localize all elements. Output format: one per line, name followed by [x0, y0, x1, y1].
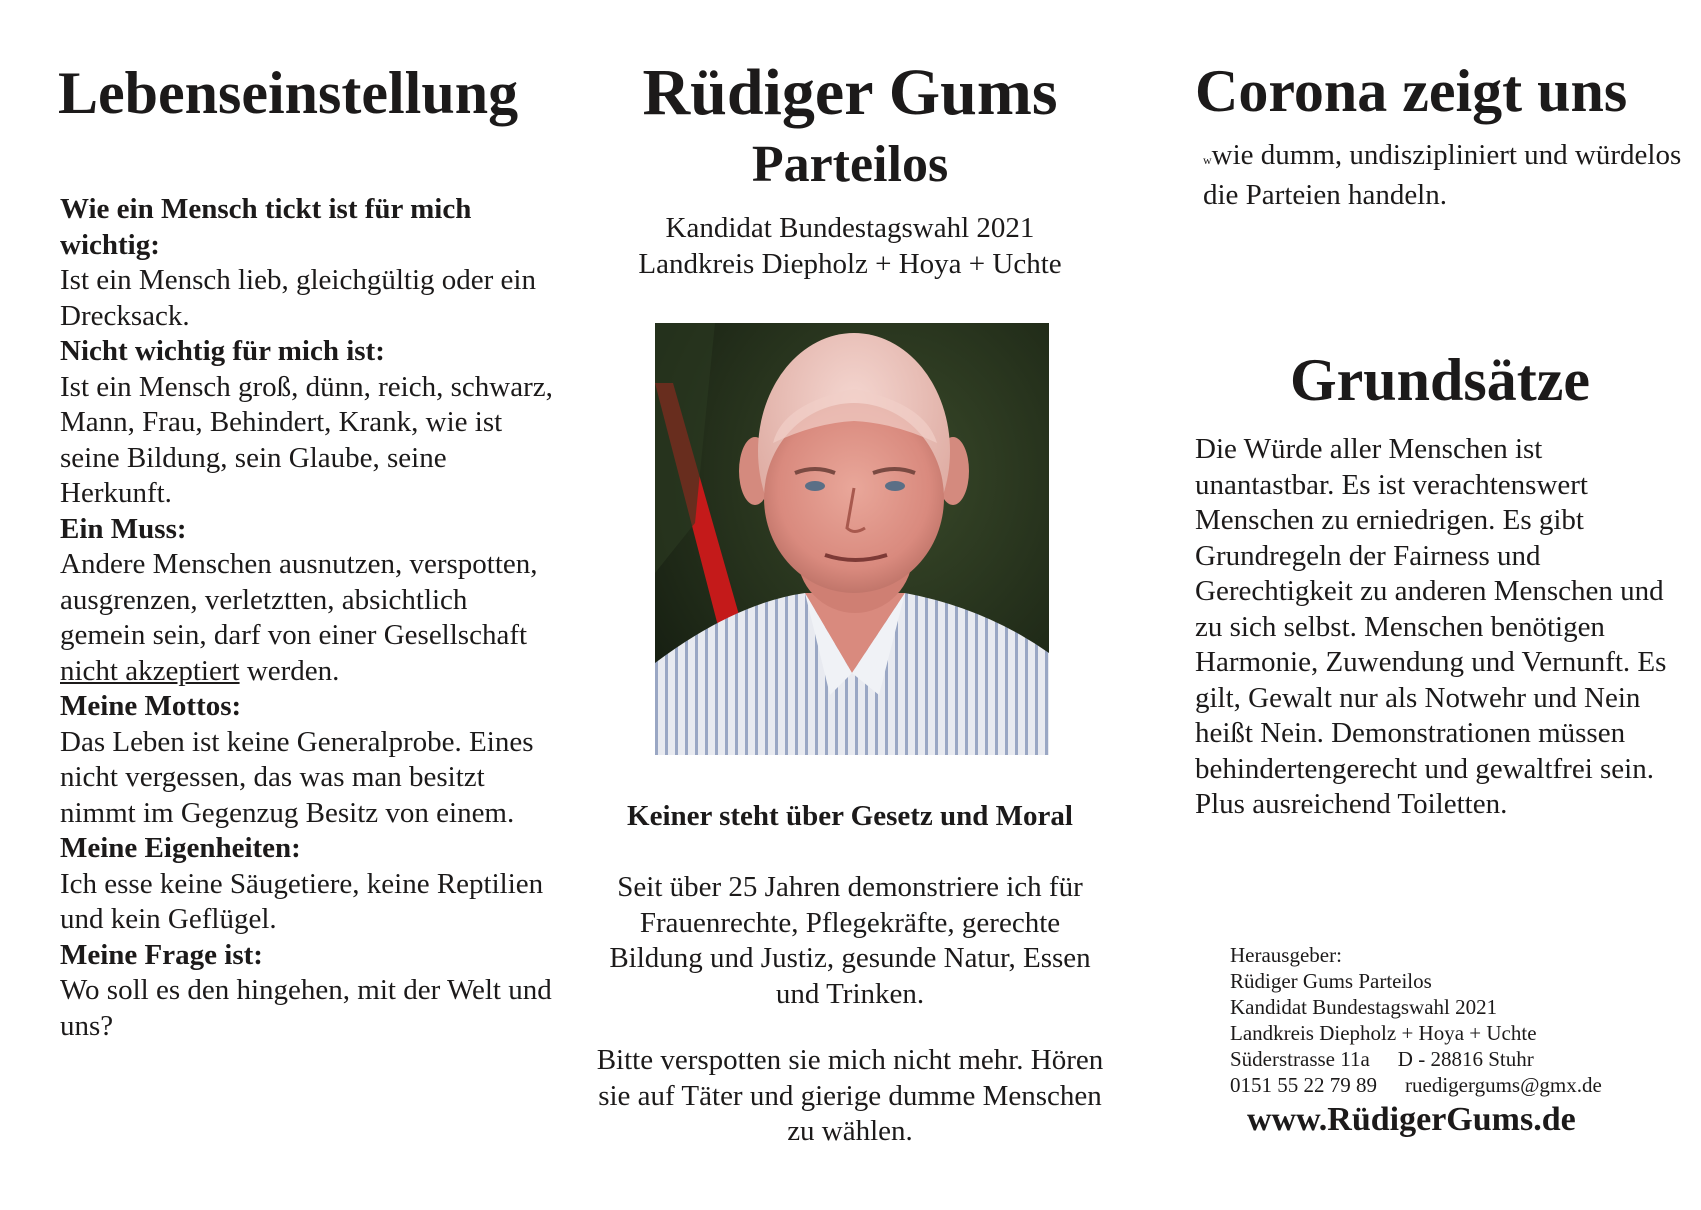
publisher-city: D - 28816 Stuhr	[1397, 1047, 1534, 1071]
grundsaetze-title: Grundsätze	[1290, 347, 1590, 413]
candidacy-info	[600, 210, 1100, 282]
publisher-contact	[1230, 1072, 1660, 1098]
candidacy-line: Kandidat Bundestagswahl 2021	[665, 212, 1035, 244]
publisher-address	[1230, 1046, 1660, 1072]
section-heading: Nicht wichtig für mich ist:	[60, 335, 385, 367]
section-text: Ich esse keine Säugetiere, keine Reptilien und kein Geflügel.	[60, 867, 544, 935]
publisher-line: Rüdiger Gums Parteilos	[1230, 969, 1432, 993]
publisher-phone: 0151 55 22 79 89	[1230, 1073, 1377, 1097]
section-heading: Meine Eigenheiten:	[60, 832, 301, 864]
section-heading: Meine Mottos:	[60, 690, 242, 722]
section-text-after: werden.	[246, 654, 340, 687]
slogan: Keiner steht über Gesetz und Moral	[627, 800, 1073, 832]
section-text: Das Leben ist keine Generalprobe. Eines nicht vergessen, das was man besitzt nimmt im Gegenzug Besitz von einem.	[60, 725, 534, 829]
section-text: Ist ein Mensch groß, dünn, reich, schwarz, Mann, Frau, Behindert, Krank, wie ist seine Bildung, sein Glaube, seine Herkunft.	[60, 370, 553, 509]
grundsaetze-text: Die Würde aller Menschen ist unantastbar. Es ist verachtenswert Menschen zu erniedrigen. Es gibt Grundregeln der Fairness und Gerechtigkeit zu anderen Menschen und zu sich selbst. Menschen benötigen Harmonie, Zuwendung und Vernunft. Es gilt, Gewalt nur als Notwehr und Nein heißt Nein. Demonstrationen müssen behindertengerecht und gewaltfrei sein. Plus ausreichend Toiletten.	[1195, 433, 1667, 820]
publisher-line: Landkreis Diepholz + Hoya + Uchte	[1230, 1021, 1537, 1045]
publisher-block	[1230, 942, 1660, 1098]
lebenseinstellung-body	[60, 192, 560, 1044]
publisher-street: Süderstrasse 11a	[1230, 1047, 1370, 1071]
section-text-before: Andere Menschen ausnutzen, verspotten, ausgrenzen, verletztten, absichtlich gemein sein, darf von einer Gesellschaft	[60, 548, 538, 651]
section-text: Wo soll es den hingehen, mit der Welt und uns?	[60, 974, 552, 1042]
underlined-text: nicht akzeptiert	[60, 654, 240, 687]
corona-small-letter: w	[1203, 153, 1212, 167]
section-text	[60, 547, 560, 689]
publisher-line: Kandidat Bundestagswahl 2021	[1230, 995, 1498, 1019]
corona-text	[1203, 138, 1683, 213]
candidate-name: Rüdiger Gums	[642, 56, 1058, 129]
portrait-image	[655, 323, 1049, 755]
website-link[interactable]: www.RüdigerGums.de	[1247, 1101, 1576, 1138]
section-heading: Wie ein Mensch tickt ist für mich wichtig:	[60, 193, 472, 261]
publisher-label: Herausgeber:	[1230, 943, 1342, 967]
lebenseinstellung-title: Lebenseinstellung	[58, 60, 519, 126]
party-label: Parteilos	[751, 136, 949, 193]
section-heading: Ein Muss:	[60, 512, 187, 545]
section-text: Ist ein Mensch lieb, gleichgültig oder ein Drecksack.	[60, 264, 536, 332]
publisher-email: ruedigergums@gmx.de	[1405, 1073, 1602, 1097]
demonstration-text: Seit über 25 Jahren demonstriere ich für Frauenrechte, Pflegekräfte, gerechte Bildung und Justiz, gesunde Natur, Essen und Trinken.	[609, 871, 1091, 1010]
candidate-photo	[655, 323, 1049, 755]
corona-title: Corona zeigt uns	[1195, 58, 1628, 124]
section-heading: Meine Frage ist:	[60, 938, 263, 971]
candidacy-line: Landkreis Diepholz + Hoya + Uchte	[638, 248, 1062, 280]
corona-text-body: wie dumm, undiszipliniert und würdelos die Parteien handeln.	[1203, 139, 1682, 211]
plea-text: Bitte verspotten sie mich nicht mehr. Hören sie auf Täter und gierige dumme Menschen zu wählen.	[596, 1044, 1104, 1147]
